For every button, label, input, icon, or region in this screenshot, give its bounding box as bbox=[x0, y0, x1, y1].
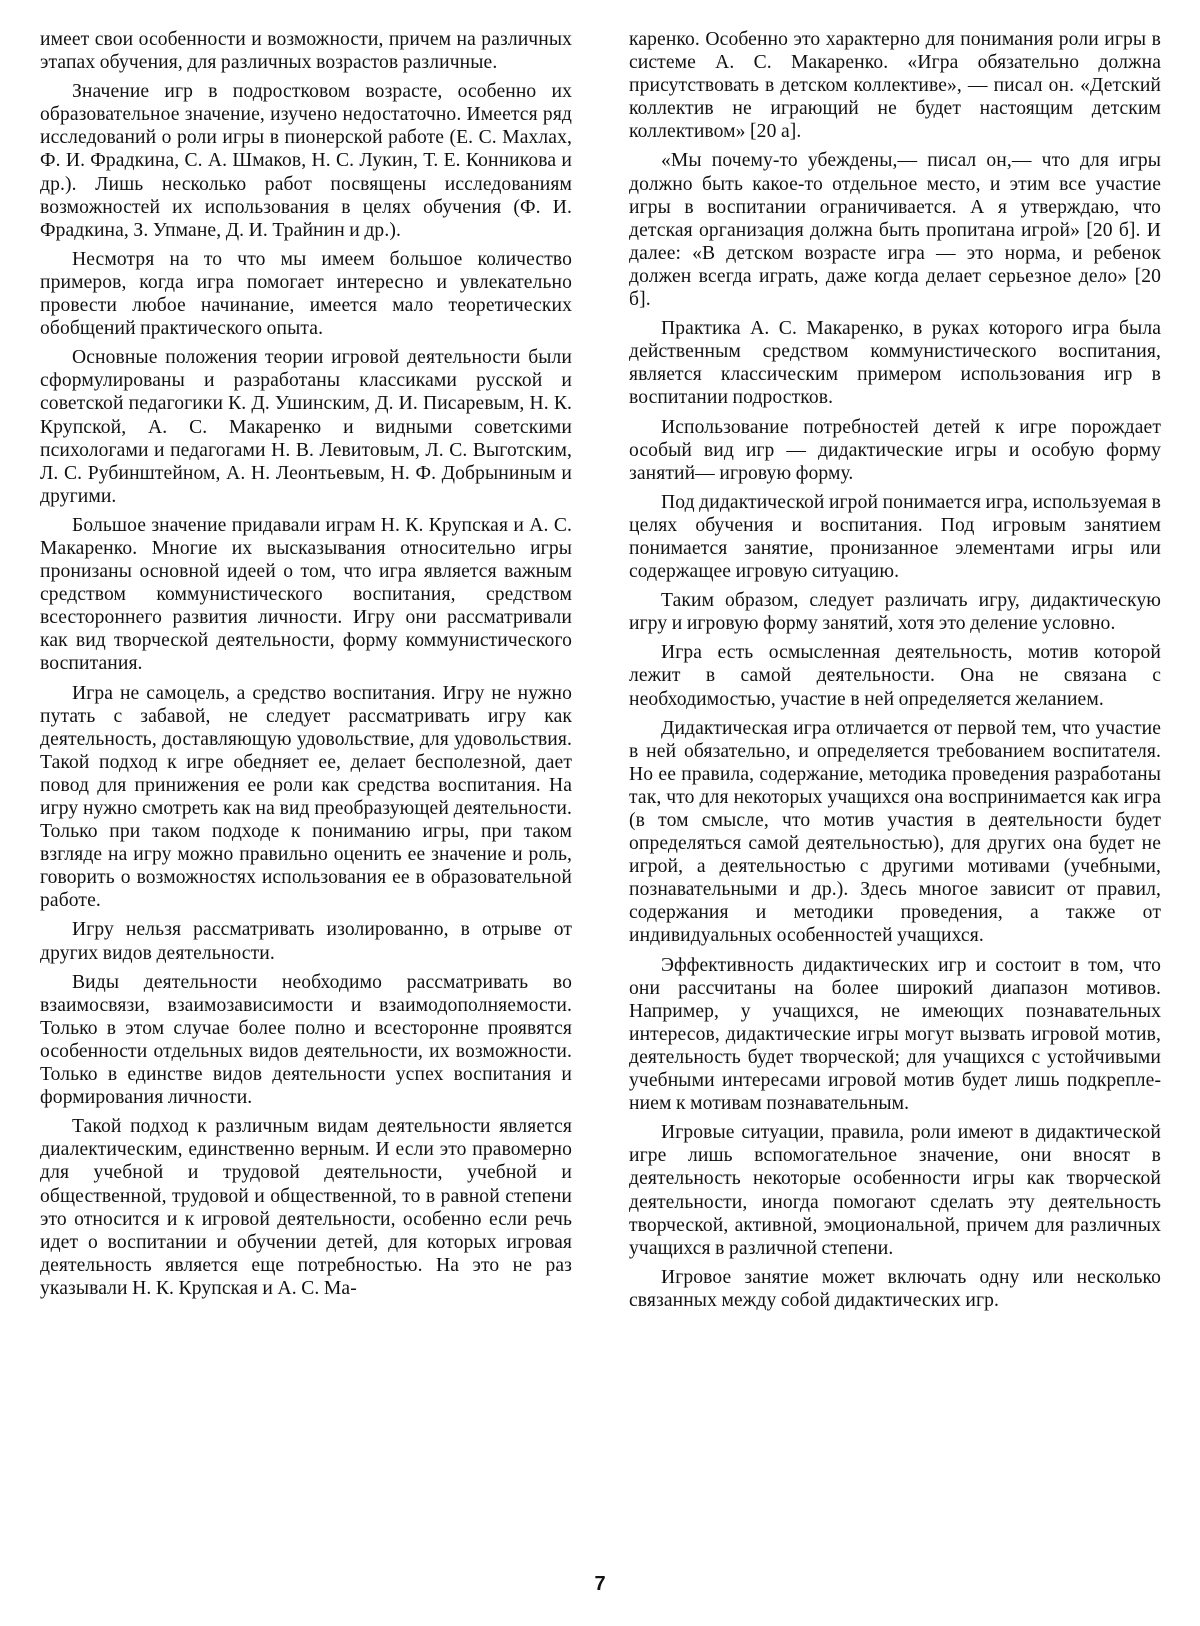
paragraph: Игровое занятие может включать одну или несколько связанных между собой дидактических игр. bbox=[629, 1266, 1161, 1311]
paragraph: Таким образом, следует различать игру, дидактическую игру и игровую форму занятий, хотя это деление условно. bbox=[629, 590, 1161, 635]
left-column bbox=[40, 28, 572, 1306]
paragraph: каренко. Особенно это характерно для понимания роли игры в системе А. С. Макаренко. «Игра обязательно должна присутствовать в детском коллективе», — писал он. «Детский коллектив не играющий не будет настоящим детским коллективом» [20 а]. bbox=[629, 29, 1161, 143]
paragraph: Несмотря на то что мы имеем большое количество примеров, когда игра помогает интересно и увлекательно провести любое начинание, имеется мало теоретических обобщений практического опыта. bbox=[40, 248, 572, 340]
paragraph: Виды деятельности необходимо рассматривать во взаимосвязи, взаимозависимости и взаимодополняемости. Только в этом случае более полно и всесторонне проявятся особенности отдельных видов деятельности, их возможности. Только в единстве видов деятельности успех воспитания и формирования личности. bbox=[40, 971, 572, 1109]
paragraph: Практика А. С. Макаренко, в руках которого игра была действенным средством коммунистического воспитания, является классическим примером использования игр в воспитании подростков. bbox=[629, 318, 1161, 409]
paragraph: Игра не самоцель, а средство воспитания. Игру не нужно путать с забавой, не следует рассматривать игру как деятельность, доставляющую удовольствие, для удовольствия. Такой подход к игре обедняет ее, делает бесполезной, дает повод для принижения ее роли как средства воспитания. На игру нужно смотреть как на вид преобразующей деятельности. Только при таком подходе к пониманию игры, при таком взгляде на игру можно правильно оценить ее значение и роль, говорить о возможностях использования ее в образовательной работе. bbox=[40, 682, 572, 912]
paragraph: Игра есть осмысленная деятельность, мотив которой лежит в самой деятельности. Она не связана с необходимостью, участие в ней определяется желанием. bbox=[629, 642, 1161, 710]
paragraph: Основные положения теории игровой деятельности были сформулированы и разработаны классиками русской и советской педагогики К. Д. Ушинским, Д. И. Писаревым, Н. К. Крупской, А. С. Макаренко и видными советскими психологами и педагогами Н. В. Левитовым, Л. С. Выготским, Л. С. Рубинштейном, А. Н. Леонтьевым, Н. Ф. Добрыниным и другими. bbox=[40, 347, 572, 507]
paragraph: Значение игр в подростковом возрасте, особенно их образовательное значение, изучено недостаточно. Имеется ряд исследований о роли игры в пионерской работе (Е. С. Махлах, Ф. И. Фрадкина, С. А. Шмаков, Н. С. Лукин, Т. Е. Конникова и др.). Лишь несколько работ посвящены исследованиям возможностей их использования в целях обучения (Ф. И. Фрадкина, З. Упмане, Д. И. Трайнин и др.). bbox=[40, 81, 572, 241]
paragraph: Дидактическая игра отличается от первой тем, что участие в ней обязательно, и определяется требованием воспитателя. Но ее правила, содержание, методика проведения разработаны так, что для некоторых учащихся она воспринимается как игра (в том смысле, что мотив участия в деятельности будет определяться самой деятельностью), для других она будет не игрой, а деятельностью с другими мотивами (учебными, познавательными и др.). Здесь многое зависит от правил, содержания и методики проведения, а также от индивидуальных особенностей учащихся. bbox=[629, 717, 1161, 947]
right-column bbox=[629, 28, 1161, 1318]
paragraph: Игровые ситуации, правила, роли имеют в дидактической игре лишь вспомогательное значение, они вносят в деятельность некоторые особенности игры как творческой деятельности, иногда помогают сделать эту деятельность творческой, активной, эмоциональной, причем для различных учащихся в различной степени. bbox=[629, 1122, 1161, 1259]
paragraph: Использование потребностей детей к игре порождает особый вид игр — дидактические игры и особую форму занятий— игровую форму. bbox=[629, 416, 1161, 484]
paragraph: Под дидактической игрой понимается игра, используемая в целях обучения и воспитания. Под игровым занятием понимается занятие, пронизанное элементами игры или содержащее игровую ситуацию. bbox=[629, 491, 1161, 583]
paragraph: Игру нельзя рассматривать изолированно, в отрыве от других видов деятельности. bbox=[40, 919, 572, 964]
paragraph: Эффективность дидактических игр и состоит в том, что они рассчитаны на более широкий диапазон мотивов. Например, у учащихся, не имеющих познавательных интересов, дидактические игры могут вызвать игровой мотив, деятельность будет творческой; для учащихся с устойчивыми учебными интересами игровой мотив будет лишь подкреплением к мотивам познавательным. bbox=[629, 954, 1161, 1115]
paragraph: имеет свои особенности и возможности, причем на различных этапах обучения, для различных возрастов различные. bbox=[40, 29, 572, 74]
page-number: 7 bbox=[594, 1573, 606, 1595]
paragraph: Большое значение придавали играм Н. К. Крупская и А. С. Макаренко. Многие их высказывания относительно игры пронизаны основной идеей о том, что игра является важным средством коммунистического воспитания, средством всестороннего развития личности. Игру они рассматривали как вид творческой деятельности, форму коммунистического воспитания. bbox=[40, 514, 572, 675]
paragraph: «Мы почему-то убеждены,— писал он,— что для игры должно быть какое-то отдельное место, и этим все участие игры в воспитании ограничивается. А я утверждаю, что детская организация должна быть пропитана игрой» [20 б]. И далее: «В детском возрасте игра — это норма, и ребенок должен всегда играть, даже когда делает серьезное дело» [20 б]. bbox=[629, 150, 1161, 311]
paragraph: Такой подход к различным видам деятельности является диалектическим, единственно верным. И если это правомерно для учебной и трудовой деятельности, учебной и общественной, трудовой и общественной, то в равной степени это относится и к игровой деятельности, особенно если речь идет о воспитании и обучении детей, для которых игровая деятельность является еще потребностью. На это не раз указывали Н. К. Крупская и А. С. Ма- bbox=[40, 1116, 572, 1299]
